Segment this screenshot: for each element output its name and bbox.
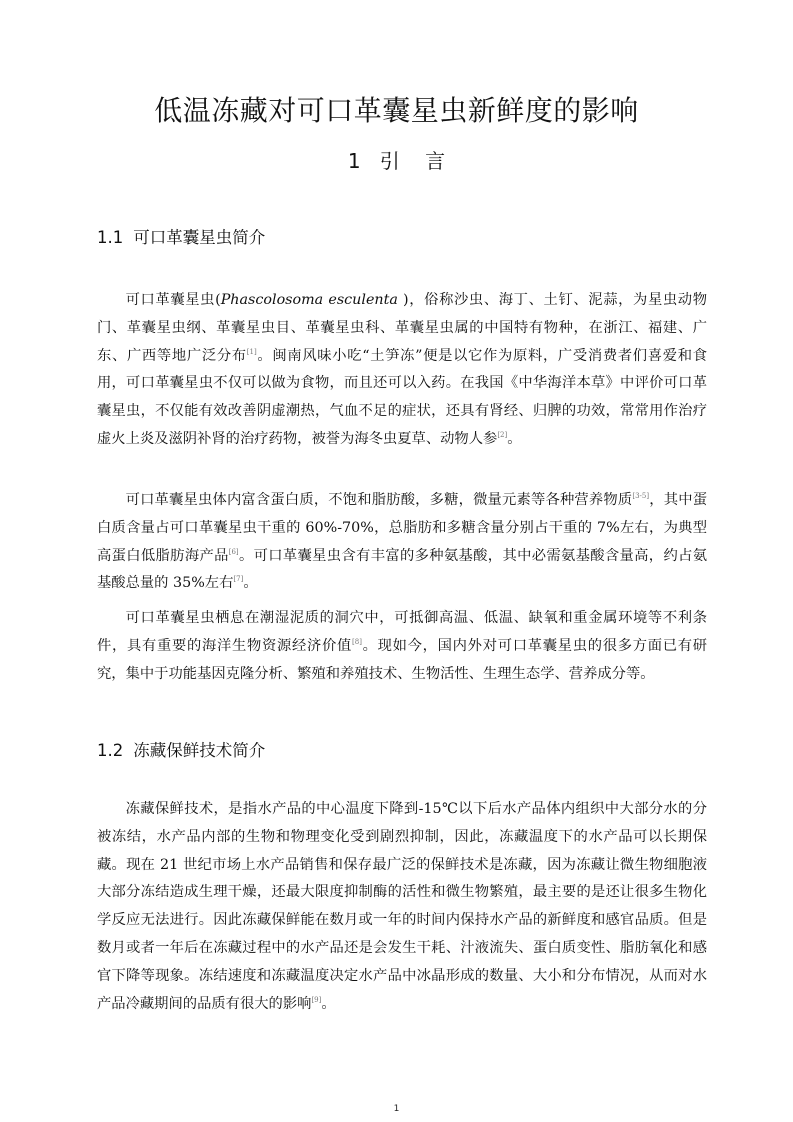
- text-run: 可口革囊星虫栖息在潮湿泥质的洞穴中，可抵御高温、低温、缺氧和重金属环境等不利条件，具有重要的海洋生物资源经济价值: [97, 610, 707, 654]
- section-title: 可口革囊星虫简介: [133, 228, 266, 247]
- paragraph: [97, 796, 707, 1018]
- section-heading-1-2: [97, 740, 265, 762]
- text-run: 冻藏保鲜技术，是指水产品的中心温度下降到-15℃以下后水产品体内组织中大部分水的分被冻结，水产品内部的生物和物理变化受到剧烈抑制，因此，冻藏温度下的水产品可以长期保藏。现在 21 世纪市场上水产品销售和保存最广泛的保鲜技术是冻藏，因为冻藏让微生物细胞液大部分冻结造成生理干燥，还最大限度抑制酶的活性和微生物繁殖，最主要的是还让很多生物化学反应无法进行。因此冻藏保鲜能在数月或一年的时间内保持水产品的新鲜度和感官品质。但是数月或者一年后在冻藏过程中的水产品还是会发生干耗、汁液流失、蛋白质变性、脂肪氧化和感官下降等现象。冻结速度和冻藏温度决定水产品中冰晶形成的数量、大小和分布情况，从而对水产品冷藏期间的品质有很大的影响: [97, 801, 707, 1012]
- text-run: 。闽南风味小吃“土笋冻”便是以它作为原料，广受消费者们喜爱和食用，可口革囊星虫不仅可以做为食物，而且还可以入药。在我国《中华海洋本草》中评价可口革囊星虫，不仅能有效改善阴虚潮热，气血不足的症状，还具有肾经、归脾的功效，常常用作治疗虚火上炎及滋阴补肾的治疗药物，被誉为海冬虫夏草、动物人参: [97, 347, 708, 447]
- citation: [1]: [246, 347, 257, 356]
- text-run: 。可口革囊星虫含有丰富的多种氨基酸，其中必需氨基酸含量高，约占氨基酸总量的 35%左右: [97, 547, 708, 592]
- citation: [2]: [497, 431, 508, 440]
- species-name: Phascolosoma esculenta: [220, 292, 398, 308]
- section-heading-1-1: [97, 227, 265, 249]
- paragraph: [97, 287, 707, 454]
- paragraph: [97, 487, 707, 598]
- citation: [3-5]: [632, 492, 650, 501]
- citation: [9]: [311, 995, 322, 1004]
- section-number: 1.2: [97, 741, 124, 760]
- text-run: 。: [507, 430, 522, 447]
- citation: [6]: [228, 547, 239, 556]
- chapter-number: 1: [347, 149, 361, 173]
- text-run: 可口革囊星虫(: [125, 292, 221, 308]
- text-run: 。: [321, 995, 336, 1012]
- text-run: 可口革囊星虫体内富含蛋白质，不饱和脂肪酸，多糖，微量元素等各种营养物质: [125, 492, 633, 508]
- paragraph: [97, 605, 707, 688]
- page-number: 1: [393, 1104, 400, 1114]
- text-run: 。: [243, 575, 258, 592]
- citation: [8]: [352, 638, 362, 647]
- chapter-title: 引 言: [379, 149, 446, 173]
- chapter-heading: [0, 148, 793, 174]
- text-run: ，其中蛋白质含量占可口革囊星虫干重的 60%-70%，总脂肪和多糖含量分别占干重的 7%左右，为典型高蛋白低脂肪海产品: [97, 492, 708, 564]
- text-run: )，俗称沙虫、海丁、土钉、泥蒜，为星虫动物门、革囊星虫纲、革囊星虫目、革囊星虫科、革囊星虫属的中国特有物种，在浙江、福建、广东、广西等地广泛分布: [97, 292, 708, 364]
- section-number: 1.1: [97, 228, 124, 247]
- citation: [7]: [233, 575, 244, 584]
- section-title: 冻藏保鲜技术简介: [133, 741, 266, 760]
- document-title: 低温冻藏对可口革囊星虫新鲜度的影响: [154, 94, 639, 127]
- text-run: 。现如今，国内外对可口革囊星虫的很多方面已有研究，集中于功能基因克隆分析、繁殖和养殖技术、生物活性、生理生态学、营养成分等。: [97, 637, 708, 682]
